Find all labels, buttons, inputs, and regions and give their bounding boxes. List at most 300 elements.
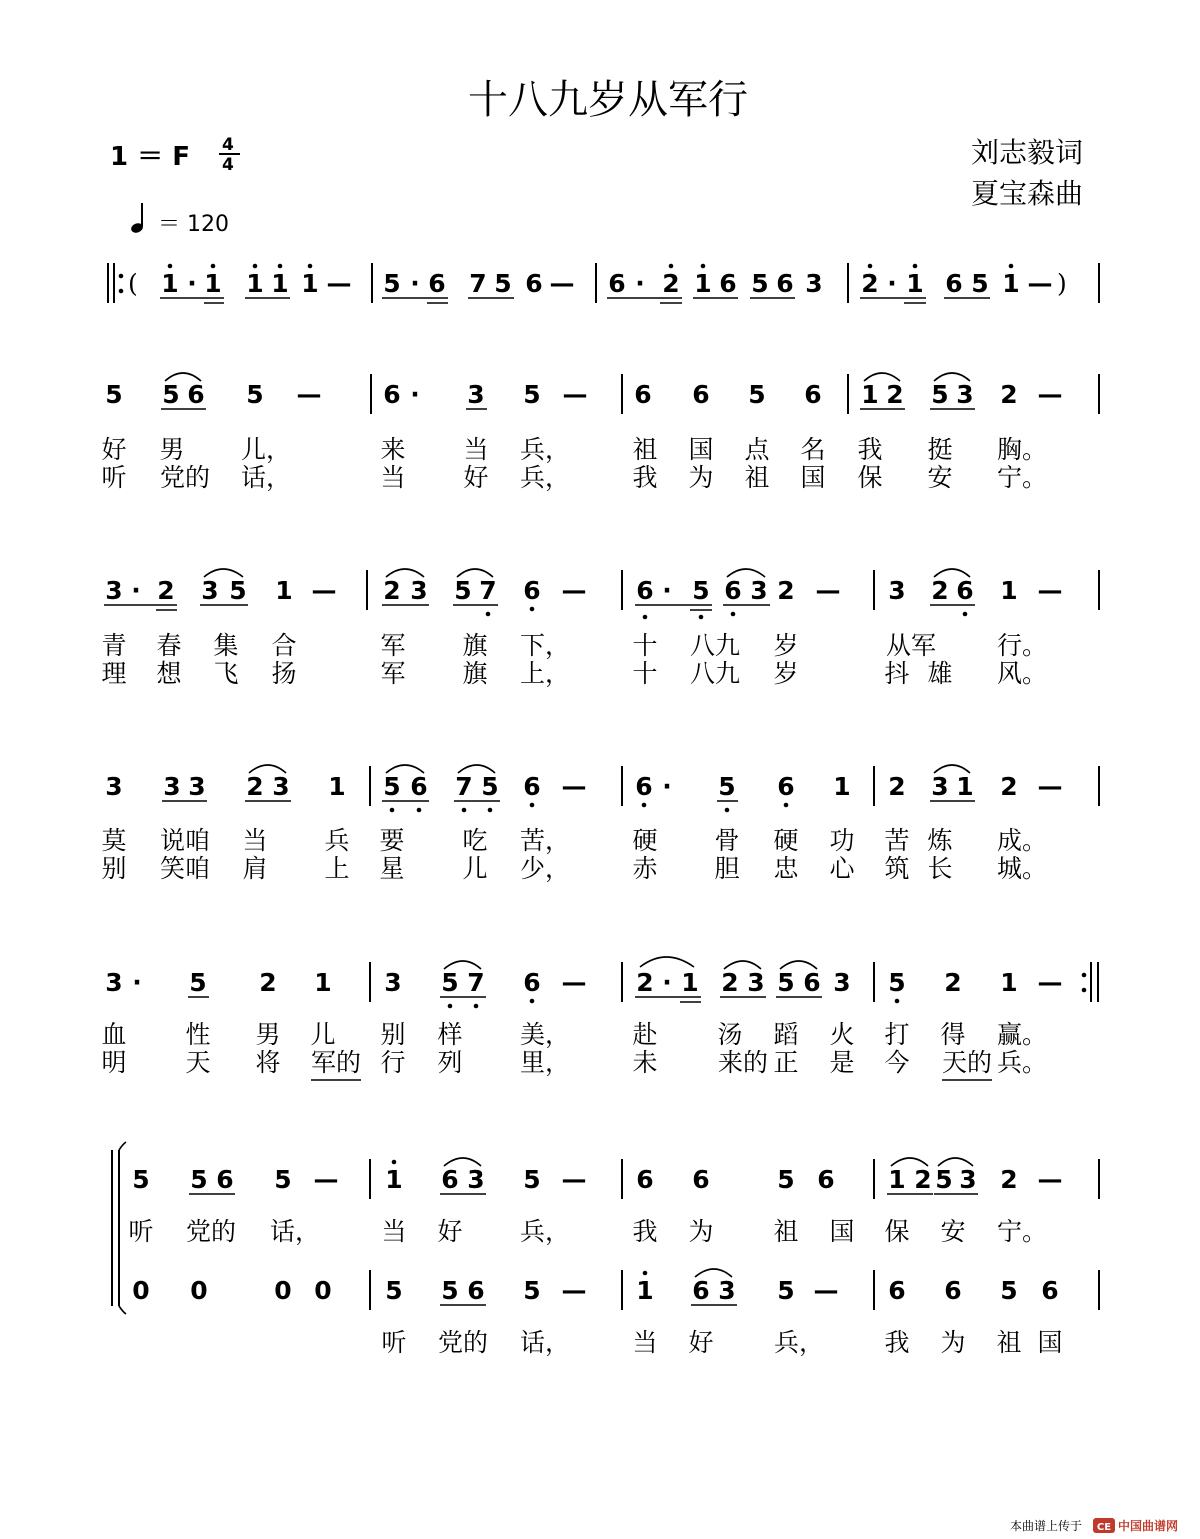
lyric: 炼 [927, 826, 953, 855]
svg-text:5: 5 [931, 380, 949, 409]
svg-text:2: 2 [1000, 772, 1018, 801]
svg-text:3: 3 [718, 1276, 736, 1305]
svg-text:6: 6 [817, 1165, 835, 1194]
svg-text:6: 6 [888, 1276, 906, 1305]
svg-text:3: 3 [747, 968, 765, 997]
lyric: 汤 [717, 1020, 743, 1049]
lyric: 十 [632, 631, 658, 660]
lyric: 国 [1037, 1328, 1063, 1357]
lyric: 集 [213, 631, 239, 660]
svg-text:6: 6 [692, 380, 710, 409]
svg-text:1: 1 [861, 380, 879, 409]
meter-bottom: 4 [222, 155, 234, 175]
svg-text:5: 5 [132, 1165, 150, 1194]
svg-text:0: 0 [190, 1276, 208, 1305]
svg-text:6: 6 [956, 576, 974, 605]
svg-text:—: — [1037, 1165, 1063, 1194]
lyric: 军 [380, 659, 406, 688]
svg-text:5: 5 [777, 968, 795, 997]
lyric: 打 [884, 1020, 910, 1049]
svg-text:3: 3 [105, 576, 123, 605]
lyric: 兵 [324, 826, 350, 855]
svg-text:2: 2 [383, 576, 401, 605]
lyric: 想 [156, 659, 182, 688]
svg-text:3: 3 [201, 576, 219, 605]
svg-text:2: 2 [157, 576, 175, 605]
svg-text:5: 5 [523, 380, 541, 409]
lyric: 旗 [462, 659, 488, 688]
lyric: 岁 [773, 659, 799, 688]
svg-text:6: 6 [804, 380, 822, 409]
svg-text:1: 1 [1000, 576, 1018, 605]
svg-text:3: 3 [384, 968, 402, 997]
lyric: 军的 [311, 1048, 362, 1077]
lyric: 我 [884, 1328, 910, 1357]
lyric: 星 [379, 854, 405, 883]
site-logo-icon [1093, 1518, 1115, 1533]
svg-text:5: 5 [105, 380, 123, 409]
lyric: 话， [241, 463, 292, 492]
lyric: 筑 [884, 854, 910, 883]
lyric: 赤 [632, 854, 658, 883]
svg-text:0: 0 [274, 1276, 292, 1305]
lyric: 理 [101, 659, 127, 688]
svg-text:—: — [1037, 772, 1063, 801]
svg-text:2: 2 [888, 772, 906, 801]
meter-top: 4 [222, 135, 234, 155]
lyric: 宁。 [997, 463, 1048, 492]
svg-text:5: 5 [189, 968, 207, 997]
intro-staff [108, 263, 1099, 303]
svg-text:—: — [1037, 576, 1063, 605]
lyric: 少， [520, 854, 571, 883]
lyric: 话， [270, 1217, 321, 1246]
svg-text:2: 2 [1000, 380, 1018, 409]
svg-text:5: 5 [523, 1165, 541, 1194]
svg-text:7: 7 [467, 968, 485, 997]
svg-text:1: 1 [636, 1276, 654, 1305]
lyric: 明 [101, 1048, 127, 1077]
svg-text:—: — [561, 1276, 587, 1305]
lyric: 名 [800, 435, 826, 464]
svg-text:3: 3 [750, 576, 768, 605]
key-signature: 1 ＝ F [110, 142, 190, 172]
lyric: 肩 [242, 854, 268, 883]
svg-text:1: 1 [1000, 968, 1018, 997]
svg-text:6: 6 [216, 1165, 234, 1194]
svg-text:—: — [813, 1276, 839, 1305]
lyric: 来的 [718, 1048, 769, 1077]
svg-text:7: 7 [455, 772, 473, 801]
svg-text:6: 6 [608, 269, 626, 298]
svg-text:5: 5 [385, 1276, 403, 1305]
lyric: 天 [185, 1048, 211, 1077]
lyric: 胆 [714, 854, 740, 883]
svg-text:5: 5 [971, 269, 989, 298]
svg-text:6: 6 [525, 269, 543, 298]
svg-text:0: 0 [132, 1276, 150, 1305]
tempo-marking: ＝ 120 [158, 212, 229, 237]
lyric: 祖 [632, 435, 658, 464]
intro-dash: — [326, 269, 352, 298]
svg-text:6: 6 [692, 1165, 710, 1194]
svg-text:·: · [132, 968, 142, 997]
svg-text:·: · [662, 968, 672, 997]
svg-text:·: · [887, 269, 897, 298]
svg-text:·: · [131, 576, 141, 605]
lyric: 党的 [160, 463, 211, 492]
svg-text:1: 1 [328, 772, 346, 801]
svg-text:6: 6 [776, 269, 794, 298]
svg-text:6: 6 [636, 576, 654, 605]
lyric: 血 [101, 1020, 127, 1049]
lyric: 天的 [942, 1048, 993, 1077]
lyric: 长 [927, 854, 953, 883]
svg-text:2: 2 [914, 1165, 932, 1194]
svg-text:1: 1 [906, 269, 924, 298]
svg-text:—: — [311, 576, 337, 605]
svg-text:·: · [662, 576, 672, 605]
svg-text:5: 5 [481, 772, 499, 801]
lyric: 兵， [774, 1328, 825, 1357]
svg-text:2: 2 [259, 968, 277, 997]
lyric: 赢。 [997, 1020, 1048, 1049]
intro-note: 1 [301, 269, 319, 298]
lyric: 硬 [773, 826, 799, 855]
svg-text:6: 6 [383, 380, 401, 409]
quarter-note-icon [130, 203, 144, 234]
lyric: 儿 [462, 854, 488, 883]
lyric: 青 [101, 631, 127, 660]
lyric: 吃 [462, 826, 488, 855]
svg-text:CE: CE [1096, 1522, 1112, 1533]
lyric: 话， [520, 1328, 571, 1357]
lyric: 上， [520, 659, 571, 688]
intro-note: 1 [246, 269, 264, 298]
lyric: 下， [520, 631, 571, 660]
svg-text:2: 2 [636, 968, 654, 997]
svg-text:5: 5 [935, 1165, 953, 1194]
lyric: 样 [437, 1020, 463, 1049]
lyric: 行 [380, 1048, 406, 1077]
svg-text:6: 6 [719, 269, 737, 298]
lyric: 心 [829, 854, 855, 883]
score-row-2 [101, 569, 1099, 688]
lyric: 当 [632, 1328, 658, 1357]
svg-text:3: 3 [410, 576, 428, 605]
score-row-5-two-part [112, 1142, 1099, 1357]
svg-text:—: — [561, 772, 587, 801]
lyric: 听 [101, 463, 127, 492]
svg-text:6: 6 [1041, 1276, 1059, 1305]
lyric: 保 [857, 463, 883, 492]
lyric: 笑咱 [160, 854, 211, 883]
lyric: 儿， [241, 435, 292, 464]
lyric: 扬 [271, 659, 297, 688]
lyric: 性 [185, 1020, 211, 1049]
lyric: 行。 [997, 631, 1048, 660]
lyric: 将 [255, 1048, 281, 1077]
lyric: 我 [857, 435, 883, 464]
svg-text:5: 5 [888, 968, 906, 997]
lyric: 雄 [927, 659, 953, 688]
svg-text:—: — [561, 576, 587, 605]
lyric: 今 [884, 1048, 910, 1077]
svg-text:6: 6 [635, 772, 653, 801]
svg-text:—: — [561, 968, 587, 997]
svg-text:2: 2 [721, 968, 739, 997]
svg-text:—: — [562, 380, 588, 409]
lyric: 别 [380, 1020, 406, 1049]
lyric: 得 [940, 1020, 966, 1049]
lyric: 好 [437, 1217, 463, 1246]
svg-text:·: · [187, 269, 197, 298]
svg-text:0: 0 [314, 1276, 332, 1305]
lyric: 正 [773, 1048, 799, 1077]
lyric: 火 [829, 1020, 855, 1049]
lyric: 飞 [213, 659, 239, 688]
svg-text:2: 2 [777, 576, 795, 605]
lyric: 兵， [520, 1217, 571, 1246]
svg-text:3: 3 [805, 269, 823, 298]
score-row-1 [101, 373, 1099, 492]
svg-text:6: 6 [428, 269, 446, 298]
lyric: 别 [101, 854, 127, 883]
svg-text:·: · [410, 380, 420, 409]
lyric: 国 [800, 463, 826, 492]
lyric: 听 [381, 1328, 407, 1357]
svg-text:本曲谱上传于: 本曲谱上传于 [1010, 1519, 1083, 1533]
svg-text:6: 6 [692, 1276, 710, 1305]
svg-text:—: — [561, 1165, 587, 1194]
intro-note: 1 [271, 269, 289, 298]
svg-text:6: 6 [724, 576, 742, 605]
svg-text:5: 5 [777, 1276, 795, 1305]
svg-text:3: 3 [105, 772, 123, 801]
intro-note: ( [128, 269, 138, 298]
svg-text:6: 6 [944, 1276, 962, 1305]
lyric: 忠 [773, 854, 799, 883]
svg-text:—: — [1027, 269, 1053, 298]
lyric: 胸。 [997, 435, 1048, 464]
lyric: 八九 [690, 659, 741, 688]
svg-text:6: 6 [410, 772, 428, 801]
svg-text:3: 3 [956, 380, 974, 409]
lyric: 为 [688, 1217, 714, 1246]
svg-text:6: 6 [187, 380, 205, 409]
svg-text:5: 5 [494, 269, 512, 298]
lyric: 保 [884, 1217, 910, 1246]
svg-text:·: · [635, 269, 645, 298]
lyric: 当 [380, 463, 406, 492]
svg-text:1: 1 [833, 772, 851, 801]
svg-text:—: — [815, 576, 841, 605]
svg-text:6: 6 [523, 968, 541, 997]
svg-text:—: — [313, 1165, 339, 1194]
lyric: 兵， [520, 435, 571, 464]
svg-text:6: 6 [467, 1276, 485, 1305]
lyric: 党的 [438, 1328, 489, 1357]
lyric: 为 [688, 463, 714, 492]
svg-text:5: 5 [441, 968, 459, 997]
lyric: 安 [940, 1217, 966, 1246]
svg-text:3: 3 [467, 1165, 485, 1194]
lyric: 为 [940, 1328, 966, 1357]
lyric: 安 [927, 463, 953, 492]
svg-text:3: 3 [959, 1165, 977, 1194]
svg-text:6: 6 [523, 576, 541, 605]
svg-text:1: 1 [956, 772, 974, 801]
lyric: 风。 [997, 659, 1048, 688]
svg-text:6: 6 [803, 968, 821, 997]
svg-text:6: 6 [636, 1165, 654, 1194]
lyric: 来 [380, 435, 406, 464]
svg-text:2: 2 [1000, 1165, 1018, 1194]
svg-text:6: 6 [441, 1165, 459, 1194]
svg-text:1: 1 [681, 968, 699, 997]
svg-text:2: 2 [246, 772, 264, 801]
svg-text:2: 2 [886, 380, 904, 409]
svg-text:3: 3 [467, 380, 485, 409]
lyric: 点 [744, 435, 770, 464]
svg-text:5: 5 [246, 380, 264, 409]
lyric: 党的 [186, 1217, 237, 1246]
lyric: 好 [463, 463, 489, 492]
svg-text:1: 1 [314, 968, 332, 997]
lyric: 当 [463, 435, 489, 464]
svg-text:1: 1 [275, 576, 293, 605]
svg-text:5: 5 [190, 1165, 208, 1194]
song-title: 十八九岁从军行 [468, 77, 748, 123]
svg-text:·: · [662, 772, 672, 801]
svg-text:5: 5 [692, 576, 710, 605]
lyric: 未 [632, 1048, 658, 1077]
svg-text:6: 6 [523, 772, 541, 801]
site-watermark [1010, 1518, 1178, 1533]
svg-text:5: 5 [383, 772, 401, 801]
svg-text:—: — [296, 380, 322, 409]
lyric: 祖 [744, 463, 770, 492]
lyric: 祖 [773, 1217, 799, 1246]
svg-text:5: 5 [718, 772, 736, 801]
lyric: 春 [156, 631, 182, 660]
lyricist-credit: 刘志毅词 [970, 136, 1083, 169]
svg-text:1: 1 [385, 1165, 403, 1194]
svg-text:5: 5 [1000, 1276, 1018, 1305]
lyric: 听 [128, 1217, 154, 1246]
intro-note: 1 [204, 269, 222, 298]
lyric: 十 [632, 659, 658, 688]
svg-text:5: 5 [441, 1276, 459, 1305]
lyric: 我 [632, 1217, 658, 1246]
lyric: 说咱 [160, 826, 211, 855]
svg-text:5: 5 [229, 576, 247, 605]
svg-text:2: 2 [944, 968, 962, 997]
lyric: 要 [379, 826, 405, 855]
intro-note: ) [1057, 269, 1067, 298]
svg-text:—: — [1037, 968, 1063, 997]
intro-note: 1 [161, 269, 179, 298]
svg-text:3: 3 [163, 772, 181, 801]
lyric: 苦， [520, 826, 571, 855]
svg-text:3: 3 [105, 968, 123, 997]
svg-text:6: 6 [777, 772, 795, 801]
lyric: 军 [380, 631, 406, 660]
lyric: 合 [271, 631, 297, 660]
svg-text:5: 5 [748, 380, 766, 409]
svg-text:5: 5 [751, 269, 769, 298]
svg-text:3: 3 [888, 576, 906, 605]
svg-text:·: · [410, 269, 420, 298]
lyric: 城。 [997, 854, 1048, 883]
lyric: 国 [829, 1217, 855, 1246]
lyric: 上 [324, 854, 350, 883]
lyric: 儿 [310, 1020, 336, 1049]
lyric: 骨 [714, 826, 740, 855]
lyric: 从军 [886, 631, 937, 660]
svg-text:3: 3 [272, 772, 290, 801]
svg-text:2: 2 [861, 269, 879, 298]
svg-text:—: — [549, 269, 575, 298]
lyric: 挺 [927, 435, 953, 464]
svg-text:中国曲谱网: 中国曲谱网 [1118, 1519, 1179, 1533]
lyric: 八九 [690, 631, 741, 660]
lyric: 旗 [462, 631, 488, 660]
lyric: 成。 [997, 826, 1048, 855]
lyric: 男 [159, 435, 185, 464]
lyric: 好 [688, 1328, 714, 1357]
lyric: 苦 [884, 826, 910, 855]
svg-text:1: 1 [1002, 269, 1020, 298]
svg-text:1: 1 [888, 1165, 906, 1194]
svg-text:6: 6 [634, 380, 652, 409]
lyric: 功 [829, 826, 855, 855]
lyric: 硬 [632, 826, 658, 855]
composer-credit: 夏宝森曲 [970, 177, 1083, 210]
lyric: 抖 [884, 659, 910, 688]
lyric: 男 [255, 1020, 281, 1049]
lyric: 兵， [520, 463, 571, 492]
svg-text:—: — [1037, 380, 1063, 409]
lyric: 好 [101, 435, 127, 464]
svg-text:5: 5 [274, 1165, 292, 1194]
lyric: 是 [829, 1048, 855, 1077]
lyric: 蹈 [773, 1020, 799, 1049]
svg-text:5: 5 [162, 380, 180, 409]
svg-text:3: 3 [931, 772, 949, 801]
lyric: 当 [242, 826, 268, 855]
lyric: 当 [381, 1217, 407, 1246]
svg-text:5: 5 [777, 1165, 795, 1194]
svg-text:7: 7 [469, 269, 487, 298]
lyric: 列 [437, 1048, 463, 1077]
lyric: 莫 [101, 826, 127, 855]
svg-text:5: 5 [383, 269, 401, 298]
svg-text:1: 1 [694, 269, 712, 298]
svg-text:6: 6 [945, 269, 963, 298]
score-row-4 [101, 957, 1098, 1080]
svg-text:5: 5 [454, 576, 472, 605]
lyric: 岁 [773, 631, 799, 660]
svg-text:3: 3 [188, 772, 206, 801]
lyric: 国 [688, 435, 714, 464]
svg-text:7: 7 [479, 576, 497, 605]
lyric: 祖 [996, 1328, 1022, 1357]
score-row-3 [101, 765, 1099, 883]
svg-text:2: 2 [662, 269, 680, 298]
lyric: 美， [520, 1020, 571, 1049]
lyric: 里， [520, 1048, 571, 1077]
